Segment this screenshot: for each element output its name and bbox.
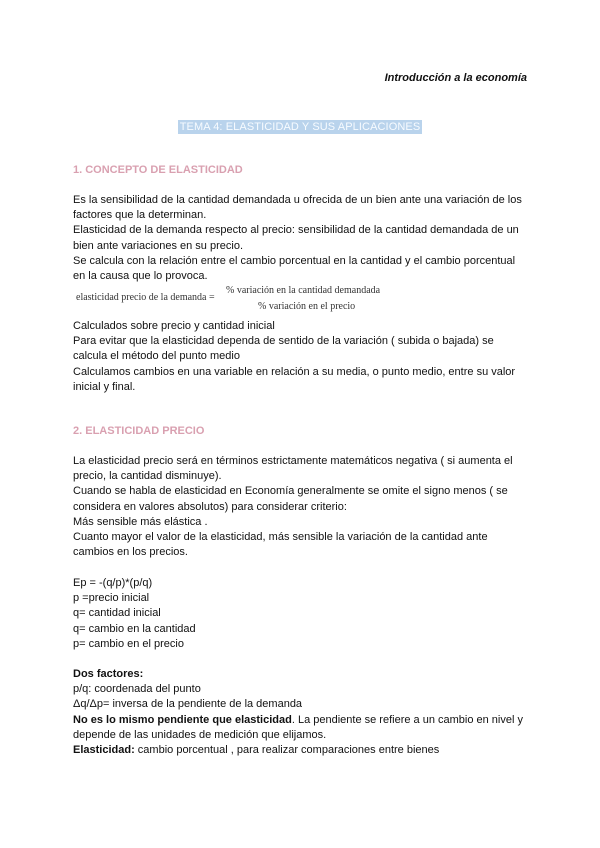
elasticidad-label: Elasticidad: bbox=[73, 744, 135, 757]
text-line: Elasticidad de la demanda respecto al precio: sensibilidad de la cantidad demandada de un bbox=[73, 224, 519, 237]
formula-definitions bbox=[73, 576, 533, 652]
section-1-paragraph-a bbox=[73, 193, 533, 284]
text-line: Para evitar que la elasticidad dependa de sentido de la variación ( subida o bajada) se bbox=[73, 335, 494, 348]
text-line: bien ante variaciones en su precio. bbox=[73, 239, 243, 252]
section-1-paragraph-b bbox=[73, 319, 533, 395]
topic-title bbox=[0, 117, 600, 135]
text-line: q= cantidad inicial bbox=[73, 607, 161, 620]
text-line: p/q: coordenada del punto bbox=[73, 683, 201, 696]
text-line: Más sensible más elástica . bbox=[73, 515, 208, 528]
text-line: Calculamos cambios en una variable en relación a su media, o punto medio, entre su valor bbox=[73, 365, 516, 378]
text-line: Se calcula con la relación entre el cambio porcentual en la cantidad y el cambio porcentual bbox=[73, 254, 516, 267]
text-line: depende de las unidades de medición que elijamos. bbox=[73, 728, 327, 741]
pendiente-note-line bbox=[73, 713, 533, 728]
text-line: La elasticidad precio será en términos estrictamente matemáticos negativa ( si aumenta el bbox=[73, 455, 513, 467]
text-line: en la causa que lo provoca. bbox=[73, 270, 208, 283]
text-line: cambios en los precios. bbox=[73, 546, 188, 559]
elasticidad-definition: cambio porcentual , para realizar comparaciones entre bienes bbox=[134, 744, 440, 757]
factors-block bbox=[73, 667, 533, 758]
pendiente-note-bold: No es lo mismo pendiente que elasticidad bbox=[73, 713, 292, 726]
text-line: Cuando se habla de elasticidad en Economía generalmente se omite el signo menos ( se bbox=[73, 485, 508, 498]
text-line: Es la sensibilidad de la cantidad demandada u ofrecida de un bien ante una variación de los bbox=[73, 194, 522, 206]
text-line: inicial y final. bbox=[73, 380, 136, 393]
pendiente-note-rest: . La pendiente se refiere a un cambio en nivel y bbox=[291, 713, 523, 726]
formula-lhs: elasticidad precio de la demanda = bbox=[76, 292, 215, 303]
text-line: Ep = -(q/p)*(p/q) bbox=[73, 577, 153, 589]
formula-fraction-bar bbox=[226, 298, 396, 299]
section-1-heading: 1. CONCEPTO DE ELASTICIDAD bbox=[73, 164, 243, 176]
text-line: Δq/Δp= inversa de la pendiente de la demanda bbox=[73, 698, 303, 711]
dos-factores-label bbox=[73, 667, 533, 682]
text-line: p= cambio en el precio bbox=[73, 637, 184, 650]
formula-denominator: % variación en el precio bbox=[258, 301, 356, 312]
elasticidad-line bbox=[73, 743, 533, 758]
text-line: factores que la determinan. bbox=[73, 209, 207, 222]
section-2-paragraph-a bbox=[73, 454, 533, 560]
text-line: Cuanto mayor el valor de la elasticidad, más sensible la variación de la cantidad ante bbox=[73, 531, 488, 544]
dos-factores-text: Dos factores: bbox=[73, 668, 144, 680]
topic-title-text: TEMA 4: ELASTICIDAD Y SUS APLICACIONES bbox=[179, 121, 421, 133]
section-2-heading: 2. ELASTICIDAD PRECIO bbox=[73, 425, 205, 437]
formula-numerator: % variación en la cantidad demandada bbox=[226, 285, 381, 296]
text-line: precio, la cantidad disminuye). bbox=[73, 470, 222, 483]
text-line: considera en valores absolutos) para considerar criterio: bbox=[73, 500, 347, 513]
course-title: Introducción a la economía bbox=[384, 72, 527, 84]
text-line: calcula el método del punto medio bbox=[73, 350, 240, 363]
text-line: Calculados sobre precio y cantidad inicial bbox=[73, 320, 275, 332]
text-line: p =precio inicial bbox=[73, 592, 150, 605]
text-line: q= cambio en la cantidad bbox=[73, 622, 196, 635]
